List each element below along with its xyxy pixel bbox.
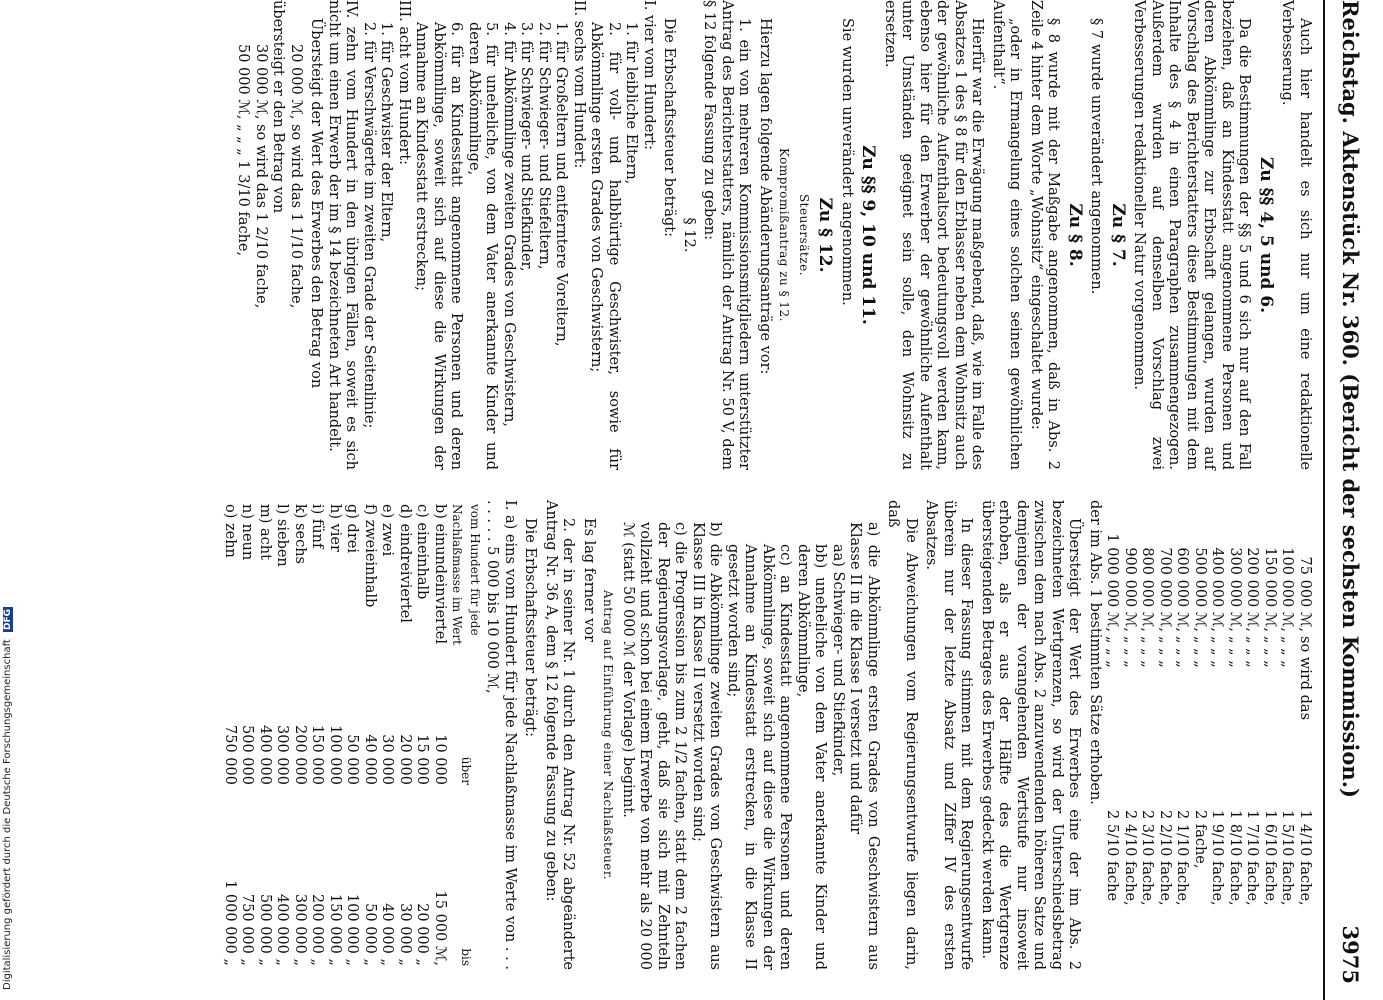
table-cell: 400 000 <box>257 725 273 785</box>
list-item: 5. für uneheliche, von dem Vater anerkannte Kinder und deren Abkömmlinge, <box>466 22 500 470</box>
running-title: Reichstag. Aktenstück Nr. 360. (Bericht der sechsten Kommission.) <box>1338 0 1363 798</box>
table-cell: 30 000 <box>379 734 396 785</box>
column-header: über <box>459 756 474 785</box>
table-row <box>326 500 344 970</box>
table-cell: 200 000 ℳ, <box>1244 547 1261 632</box>
list-item: a) die Abkömmlinge ersten Grades von Geschwistern aus Klasse II in die Klasse I versetzt und dafür <box>847 522 881 970</box>
table-cell: 40 000 <box>362 734 378 785</box>
table-cell: e) zwei <box>379 504 396 557</box>
table-cell: g) drei <box>344 504 361 553</box>
table-cell: „ „ „ <box>1244 636 1261 668</box>
table-cell: 2 1/10 fache, <box>1174 810 1191 906</box>
table-cell: d) eindreiviertel <box>397 504 413 623</box>
table-cell: 1 4/10 fache, <box>1297 810 1313 906</box>
table-row <box>1226 500 1244 970</box>
table-row <box>221 500 239 970</box>
table-cell: 200 000 <box>292 725 308 785</box>
paragraph: Hierzu lagen folgende Abänderungsanträge vor: <box>757 18 773 375</box>
estate-tax-table <box>221 500 484 970</box>
column-header: bis <box>459 948 474 966</box>
page-number: 3975 <box>1338 925 1363 984</box>
column-header: vom Hundert für jede Nachlaßmasse im Wert <box>450 504 482 645</box>
table-cell: 20 000 <box>397 734 413 785</box>
table-row <box>273 500 291 970</box>
table-cell: 10 000 <box>432 734 448 785</box>
table-cell: 600 000 ℳ, <box>1174 547 1191 632</box>
table-cell: 1 9/10 fache, <box>1209 810 1226 906</box>
table-cell: h) vier <box>327 504 343 552</box>
table-cell: 2 2/10 fache, <box>1157 810 1173 906</box>
table-cell: 1 5/10 fache, <box>1279 810 1296 906</box>
table-cell: 400 000 ℳ, <box>1209 547 1226 632</box>
paragraph: § 8 wurde mit der Maßgabe angenommen, daß in Abs. 2 Zeile 4 hinter dem Worte „Wohnsitz“ eingeschaltet wurde: <box>1028 0 1062 470</box>
section-heading: Zu §§ 4, 5 und 6. <box>1256 156 1276 314</box>
list-item: 1. für Großeltern und entferntere Voreltern, <box>553 22 570 347</box>
table-cell: 75 000 ℳ, <box>1297 556 1313 632</box>
table-cell: 150 000 ℳ, <box>1262 547 1278 632</box>
table-row <box>431 500 449 970</box>
table-row <box>378 500 396 970</box>
list-item: 6. für an Kindesstatt angenommene Personen und deren Abkömmlinge, soweit sich auf diese die Wirkungen der Annahme an Kindesstatt erstrecken; <box>413 22 465 470</box>
table-cell: 150 000 „ <box>327 893 343 966</box>
table-cell: 20 000 „ <box>414 903 431 966</box>
paragraph: 2. der in seiner Nr. 1 durch den Antrag Nr. 52 abgeänderte Antrag Nr. 36 A, dem § 12 folgende Fassung zu geben: <box>543 500 577 970</box>
table-cell: 50 000 „ <box>362 903 378 966</box>
scale-line: 50 000 ℳ, „ „ „ 1 3/10 fache, <box>235 44 252 257</box>
section-heading: Zu § 7. <box>1108 203 1128 267</box>
paragraph: übersteigt er den Betrag von <box>270 0 287 214</box>
table-row <box>1243 500 1261 970</box>
table-cell: „ „ „ <box>1122 636 1138 668</box>
list-item: bb) uneheliche von dem Vater anerkannte Kinder und deren Abkömmlinge, <box>795 544 829 970</box>
paragraph: Auch hier handelt es sich nur um eine redaktionelle Verbesserung. <box>1279 0 1313 470</box>
list-item: 2. für Schwieger- und Stiefeltern, <box>536 22 552 270</box>
table-row <box>1261 500 1279 970</box>
table-cell: 200 000 „ <box>309 893 326 966</box>
paragraph: Die Abweichungen vom Regierungsentwurfe liegen darin, daß <box>885 500 919 970</box>
subheading: Antrag auf Einführung einer Nachlaßsteuer. <box>601 589 616 881</box>
list-item: 2. für voll- und halbbürtige Geschwister, sowie für Abkömmlinge ersten Grades von Geschwistern; <box>588 22 622 470</box>
table-cell: „ „ „ <box>1227 636 1243 668</box>
right-column <box>221 500 1314 970</box>
table-cell: 100 000 „ <box>344 893 361 966</box>
table-cell: „ „ „ <box>1279 636 1296 668</box>
table-cell: 2 3/10 fache, <box>1139 810 1156 906</box>
table-row <box>413 500 431 970</box>
paragraph: Da die Bestimmungen der §§ 5 und 6 sich nur auf den Fall beziehen, daß an Kindesstatt angenommene Personen und deren Abkömmlinge zur Erbschaft gelangen, wurden auf Vorschlag des Berichterstatters diese Bestimmungen mit dem Inhalte des § 4 in einen Paragraphen zusammengezogen. Außerdem wurden auf denselben Vorschlag zwei Verbesserungen redaktioneller Natur vorgenommen. <box>1131 0 1253 470</box>
list-item: 1. für Geschwister der Eltern, <box>378 22 395 243</box>
table-cell: „ „ „ <box>1104 636 1121 668</box>
table-row <box>343 500 361 970</box>
scale-line: 30 000 ℳ, so wird das 1 2/10 fache, <box>253 44 269 309</box>
table-row <box>256 500 274 970</box>
list-item: 2. für Verschwägerte im zweiten Grade der Seitenlinie; <box>361 22 377 429</box>
table-cell: 500 000 „ <box>257 893 273 966</box>
paragraph: Die Erbschaftssteuer beträgt: <box>522 518 539 738</box>
table-row <box>308 500 326 970</box>
table-cell: 800 000 ℳ, <box>1139 547 1156 632</box>
list-item: cc) an Kindesstatt angenommene Personen und deren Abkömmlinge, soweit sich auf diese die Wirkungen der Annahme an Kindesstatt erstrecken, in die Klasse II gesetzt worden sind; <box>725 544 794 970</box>
table-cell: 15 000 ℳ, <box>432 890 448 966</box>
table-cell: „ „ „ <box>1157 636 1173 668</box>
table-cell: 2 4/10 fache, <box>1122 810 1138 906</box>
table-cell: 2 5/10 fache <box>1104 810 1121 902</box>
table-cell: 750 000 <box>222 725 238 785</box>
table-cell: 300 000 ℳ, <box>1227 547 1243 632</box>
progression-table <box>1103 500 1313 970</box>
table-cell: 1 6/10 fache, <box>1262 810 1278 906</box>
section-heading: Zu §§ 9, 10 und 11. <box>858 145 879 325</box>
list-item: IV. zehn vom Hundert in den übrigen Fällen, soweit es sich nicht um einen Erwerb der im § 14 bezeichneten Art handelt. <box>326 0 360 470</box>
table-row <box>1278 500 1296 970</box>
table-cell: 300 000 <box>274 725 291 785</box>
table-cell: b) einundeinviertel <box>432 504 448 645</box>
credit-text: Digitalisierung gefördert durch die Deutsche Forschungsgemeinschaft <box>2 639 13 990</box>
paragraph: der im Abs. 1 bestimmten Sätze erhoben. <box>1087 500 1103 805</box>
paragraph: Hierfür war die Erwägung maßgebend, daß, wie im Falle des Absatzes 1 des § 8 für den Erblasser neben dem Wohnsitz auch der gewöhnliche Aufenthaltsort bedeutungsvoll werden kann, ebenso hier für den Erwerber der gewöhnliche Aufenthalt unter Umständen geeignet sein solle, den Wohnsitz zu ersetzen. <box>882 0 986 470</box>
list-item: 3. für Schwieger- und Stiefkinder, <box>518 22 535 272</box>
table-cell: so wird das <box>1297 636 1313 721</box>
paragraph-number: § 12. <box>681 217 697 253</box>
table-cell: 100 000 ℳ, <box>1279 547 1296 632</box>
paragraph: 1. ein von mehreren Kommissionsmitgliedern unterstützter Antrag des Berichterstatters, nämlich der Antrag Nr. 50 V, dem § 12 folgende Fassung zu geben: <box>701 0 753 470</box>
list-item: c) die Progression bis zum 2 1/2 fachen, statt dem 2 fachen der Regierungsvorlage, geht, daß sie sich mit Zehnteln vollzieht und schon bei einem Erwerbe von mehr als 20 000 ℳ (statt 50 000 ℳ der Vorlage) beginnt. <box>620 522 689 970</box>
table-row <box>291 500 309 970</box>
quote: „oder in Ermangelung eines solchen seinen gewöhnlichen Aufenthalt“. <box>990 0 1024 470</box>
table-cell: f) zweieinhalb <box>362 504 378 608</box>
table-row <box>1138 500 1156 970</box>
table-cell: 40 000 „ <box>379 903 396 966</box>
table-cell: 400 000 „ <box>274 893 291 966</box>
table-cell: 500 000 ℳ, <box>1192 547 1208 632</box>
table-cell: l) sieben <box>274 504 291 567</box>
table-row <box>396 500 414 970</box>
table-cell: m) acht <box>257 504 273 560</box>
table-cell: 1 000 000 ℳ, <box>1104 533 1121 632</box>
table-cell: 2 fache, <box>1192 810 1208 869</box>
paragraph: Sie wurden unverändert angenommen. <box>839 18 855 306</box>
table-cell: i) fünf <box>309 504 326 549</box>
list-item: I. a) eins vom Hundert für jede Nachlaßmasse im Werte von . . . . . . . . 5 000 bis 10 000 ℳ, <box>484 500 518 970</box>
paragraph: Übersteigt der Wert des Erwerbes den Betrag von <box>308 18 325 389</box>
list-item: III. acht vom Hundert: <box>396 0 412 166</box>
table-cell: o) zehn <box>222 504 238 558</box>
table-cell: 300 000 „ <box>292 893 308 966</box>
table-row <box>1191 500 1209 970</box>
scale-line: 20 000 ℳ, so wird das 1 1/10 fache, <box>288 44 304 309</box>
list-item: b) die Abkömmlinge zweiten Grades von Geschwistern aus Klasse III in Klasse II versetzt worden sind; <box>690 522 724 970</box>
table-cell: 150 000 <box>309 725 326 785</box>
table-cell: „ „ „ <box>1174 636 1191 668</box>
table-cell: 50 000 <box>344 734 361 785</box>
table-row <box>361 500 379 970</box>
subheading: Steuersätze. <box>797 193 811 277</box>
list-item: II. sechs vom Hundert: <box>571 0 587 169</box>
table-header-row <box>448 500 483 970</box>
table-cell: 900 000 ℳ, <box>1122 547 1138 632</box>
dfg-logo: DFG <box>3 608 13 630</box>
page-header <box>1311 0 1383 1000</box>
table-row <box>1208 500 1226 970</box>
paragraph: Die Erbschaftssteuer beträgt: <box>661 18 678 238</box>
list-item: 1. für leibliche Eltern, <box>623 22 640 185</box>
table-cell: 500 000 <box>239 725 256 785</box>
table-cell: n) neun <box>239 504 256 561</box>
list-item: I. vier vom Hundert: <box>641 0 657 151</box>
table-row <box>1173 500 1191 970</box>
paragraph: § 7 wurde unverändert angenommen. <box>1088 18 1105 295</box>
table-cell: „ „ „ <box>1209 636 1226 668</box>
list-item: 4. für Abkömmlinge zweiten Grades von Geschwistern, <box>501 22 517 427</box>
left-column <box>234 0 1313 470</box>
table-cell: „ „ „ <box>1192 636 1208 668</box>
table-cell: 100 000 <box>327 725 343 785</box>
table-cell: 750 000 „ <box>239 893 256 966</box>
section-heading: Zu § 12. <box>815 197 836 273</box>
paragraph: In dieser Fassung stimmen mit dem Regierungsentwurfe überein nur der letzte Absatz und Ziffer IV des ersten Absatzes. <box>923 500 975 970</box>
table-row <box>238 500 256 970</box>
subheading: Kompromißantrag zu § 12. <box>777 148 792 322</box>
table-cell: 700 000 ℳ, <box>1157 547 1173 632</box>
paragraph: Es lag ferner vor <box>581 518 597 643</box>
table-row <box>1296 500 1314 970</box>
table-cell: „ „ „ <box>1139 636 1156 668</box>
list-item: aa) Schwieger- und Stiefkinder, <box>830 544 846 777</box>
table-row <box>1103 500 1121 970</box>
table-row <box>1156 500 1174 970</box>
header-rule <box>1323 0 1325 1000</box>
table-cell: 1 000 000 „ <box>222 880 238 966</box>
table-row <box>1121 500 1139 970</box>
table-cell: 15 000 <box>414 734 431 785</box>
table-cell: 30 000 „ <box>397 903 413 966</box>
table-cell: c) eineinhalb <box>414 504 431 600</box>
section-heading: Zu § 8. <box>1065 203 1085 267</box>
paragraph: Übersteigt der Wert des Erwerbes eine der im Abs. 2 bezeichneten Wertgrenzen, so wird der Unterschiedsbetrag zwischen dem nach Abs. 2 anzuwendenden höheren Satze und demjenigen der vorangehenden Wertstufe nur insoweit erhoben, als er aus der Hälfte des die Wertgrenze übersteigenden Betrages des Erwerbes gedeckt werden kann. <box>979 500 1083 970</box>
table-cell: 1 7/10 fache, <box>1244 810 1261 906</box>
table-cell: k) sechs <box>292 504 308 564</box>
table-cell: 1 8/10 fache, <box>1227 810 1243 906</box>
table-cell: „ „ „ <box>1262 636 1278 668</box>
